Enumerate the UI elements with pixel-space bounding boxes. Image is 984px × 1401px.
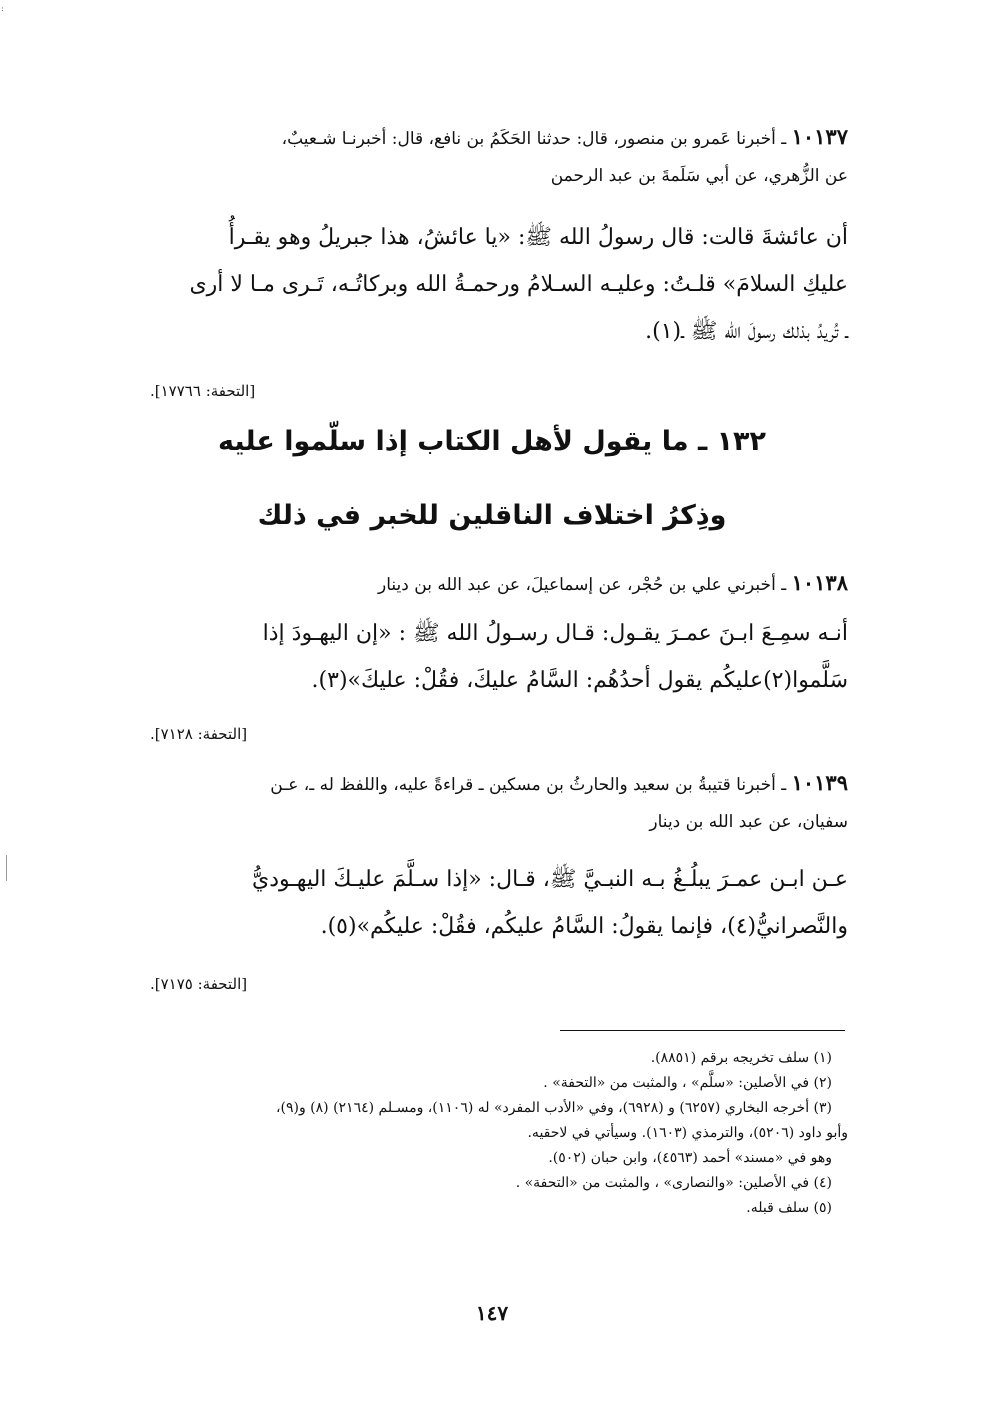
footnote-continuation: وهو في «مسند» أحمد (٤٥٦٣)، وابن حبان (٥٠٢). bbox=[548, 1150, 832, 1166]
matn-line: أن عائشةَ قالت: قال رسولُ الله ﷺ: «يا عائشُ، هذا جبريلُ وهو يقـرأُ bbox=[228, 225, 848, 250]
hadith-10138-matn bbox=[136, 610, 848, 704]
isnad-line: ١٠١٣٨ ـ أخبرني علي بن حُجْر، عن إسماعيلَ، عن عبد الله بن دينار bbox=[378, 570, 848, 595]
tuhfa-reference: [التحفة: ١٧٧٦٦]. bbox=[150, 382, 256, 400]
hadith-10137-matn bbox=[136, 214, 848, 355]
hadith-10139-isnad bbox=[136, 764, 848, 841]
matn-line: عليكِ السلامَ» قلـتُ: وعليـه السـلامُ ورحمـةُ الله وبركاتُـه، تَـرى مـا لا أرى bbox=[189, 272, 848, 297]
hadith-10139-matn bbox=[136, 856, 848, 950]
hadith-10137-isnad bbox=[136, 118, 848, 195]
isnad-line: ١٠١٣٧ ـ أخبرنا عَمرو بن منصور، قال: حدثنا الحَكَمُ بن نافع، قال: أخبرنـا شـعيبٌ، bbox=[281, 124, 848, 149]
footnote: (١) سلف تخريجه برقم (٨٨٥١). bbox=[650, 1050, 832, 1066]
matn-line: ـ تُريدُ بذلك رسولَ الله ﷺ ـ(١). bbox=[645, 319, 848, 344]
footnote-continuation: وأبو داود (٥٢٠٦)، والترمذي (١٦٠٣). وسيأتي في لاحقيه. bbox=[527, 1125, 848, 1141]
matn-line: عـن ابـن عمـرَ يبلُـغُ بـه النبـيَّ ﷺ، قـال: «إذا سـلَّمَ عليـكَ اليهـوديُّ bbox=[251, 867, 848, 892]
footnote: (٢) في الأصلين: «سلَّم» ، والمثبت من «التحفة» . bbox=[543, 1075, 832, 1091]
footnote: (٣) أخرجه البخاري (٦٢٥٧) و (٦٩٢٨)، وفي «الأدب المفرد» له (١١٠٦)، ومسـلم (٢١٦٤) (٨) و(٩)، bbox=[275, 1100, 832, 1116]
isnad-line: ١٠١٣٩ ـ أخبرنا قتيبةُ بن سعيد والحارثُ بن مسكين ـ قراءةً عليه، واللفظ له ـ، عـن bbox=[270, 770, 848, 795]
tuhfa-reference: [التحفة: ٧١٢٨]. bbox=[150, 725, 248, 743]
chapter-title-line-2: وذِكرُ اختلاف الناقلين للخبر في ذلك bbox=[257, 500, 727, 531]
matn-line: سَلَّموا(٢)عليكُم يقول أحدُهُم: السَّامُ عليكَ، فقُلْ: عليكَ»(٣). bbox=[311, 668, 848, 693]
hadith-number: ١٠١٣٧ bbox=[791, 124, 848, 149]
hadith-10138-isnad bbox=[136, 564, 848, 604]
isnad-line: سفيان، عن عبد الله بن دينار bbox=[649, 812, 848, 832]
tuhfa-reference: [التحفة: ٧١٧٥]. bbox=[150, 975, 248, 993]
footnote-separator bbox=[560, 1030, 845, 1031]
footnote: (٥) سلف قبله. bbox=[746, 1200, 832, 1216]
footnotes bbox=[136, 1046, 848, 1221]
margin-mark bbox=[6, 855, 7, 881]
isnad-line: عن الزُّهري، عن أبي سَلَمةَ بن عبد الرحمن bbox=[550, 166, 848, 186]
chapter-title-line-1: ١٣٢ ـ ما يقول لأهل الكتاب إذا سلّموا عليه bbox=[217, 426, 767, 457]
matn-line: والنَّصرانيُّ(٤)، فإنما يقولُ: السَّامُ عليكُم، فقُلْ: عليكُم»(٥). bbox=[320, 914, 848, 939]
page-number: ١٤٧ bbox=[475, 1301, 509, 1325]
footnote: (٤) في الأصلين: «والنصارى» ، والمثبت من «التحفة» . bbox=[515, 1175, 832, 1191]
hadith-number: ١٠١٣٩ bbox=[791, 770, 848, 795]
hadith-number: ١٠١٣٨ bbox=[791, 570, 848, 595]
matn-line: أنـه سمِـعَ ابـنَ عمـرَ يقـول: قـال رسـولُ الله ﷺ : «إن اليهـودَ إذا bbox=[262, 621, 848, 646]
scan-mark: : bbox=[1, 4, 4, 13]
